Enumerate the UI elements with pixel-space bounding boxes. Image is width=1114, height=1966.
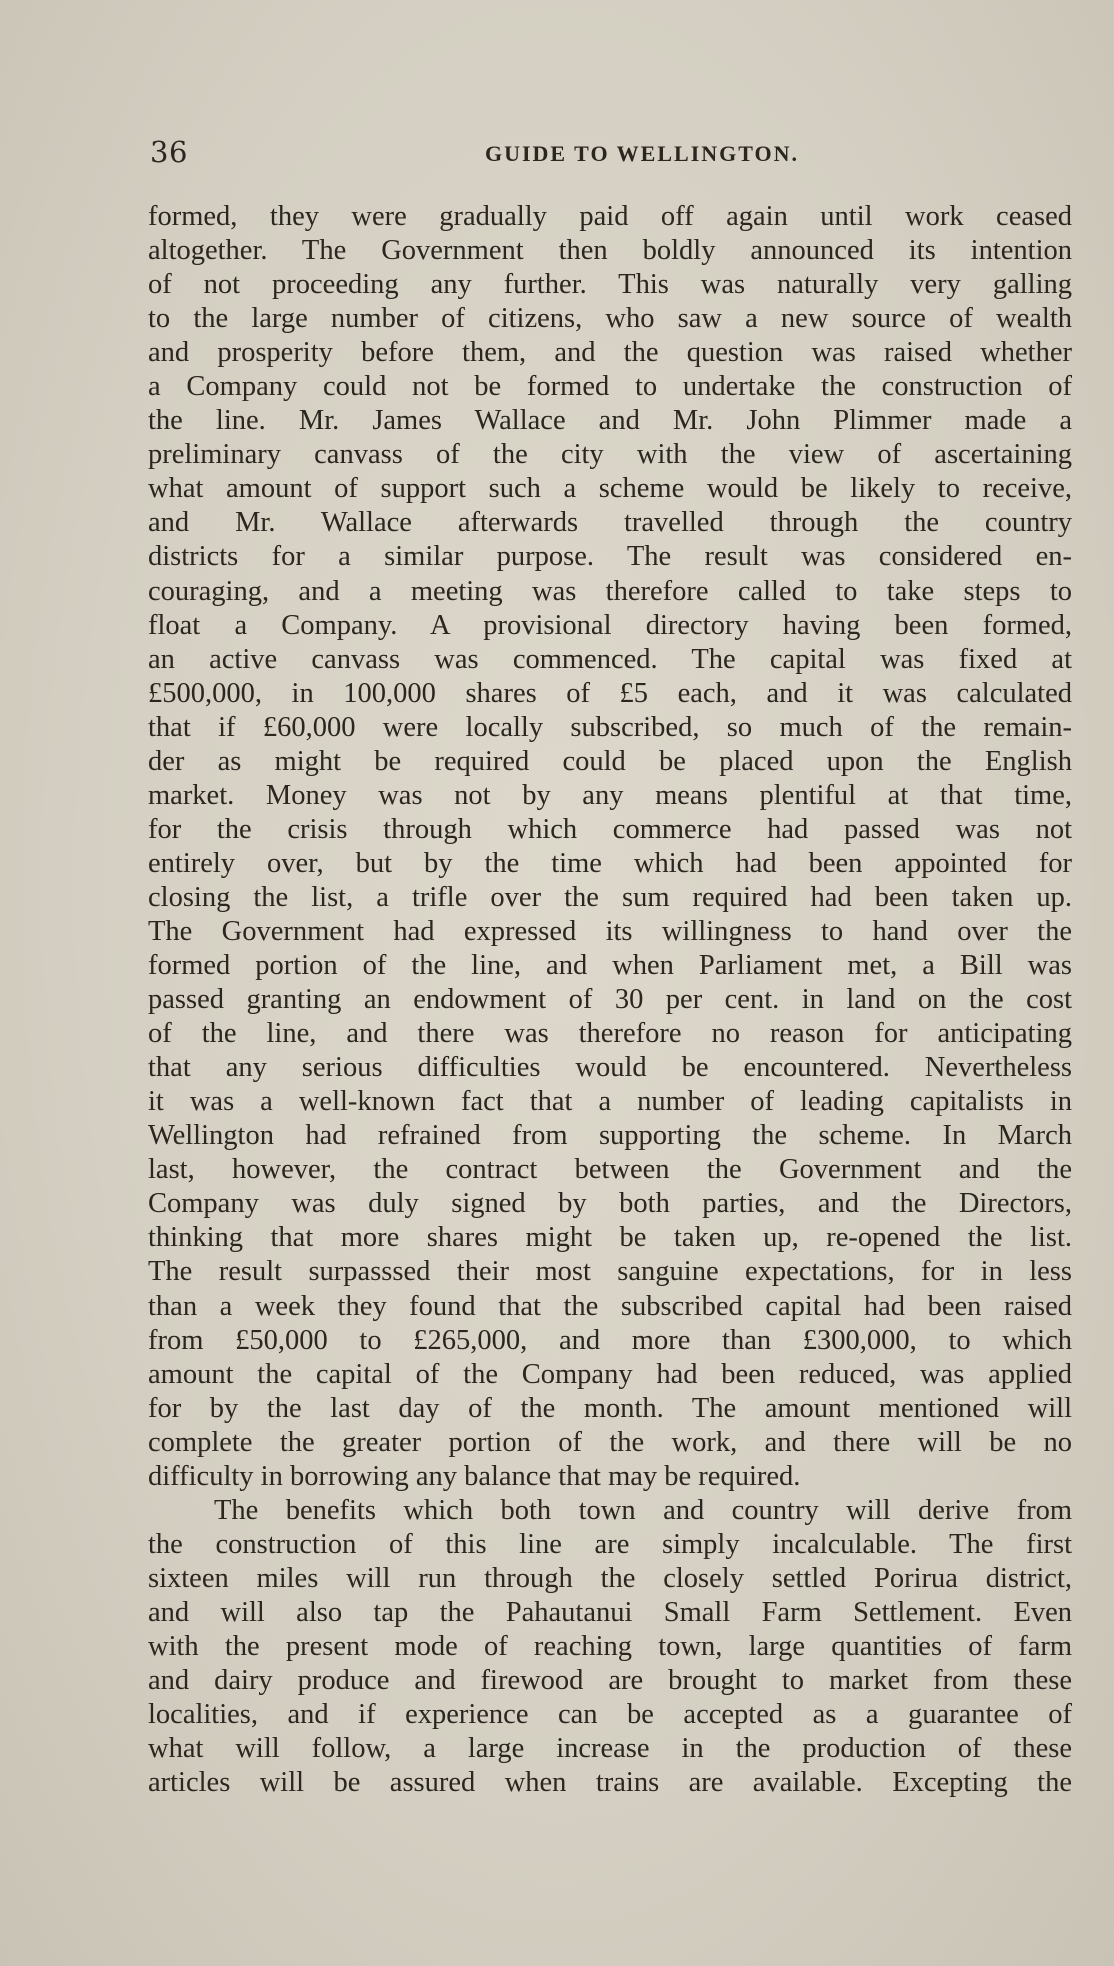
running-head — [150, 132, 1074, 172]
text-line: formed, they were gradually paid off again until work ceased — [148, 201, 1072, 232]
text-line: amount the capital of the Company had been reduced, was applied — [148, 1358, 1072, 1390]
page-number: 36 — [150, 135, 188, 169]
text-line: a Company could not be formed to undertake the construction of — [148, 371, 1072, 403]
text-line: and prosperity before them, and the question was raised whether — [148, 337, 1072, 369]
text-line: formed portion of the line, and when Parliament met, a Bill was — [148, 950, 1072, 982]
text-line: altogether. The Government then boldly announced its intention — [148, 235, 1072, 267]
text-line: articles will be assured when trains are available. Excepting the — [148, 1767, 1072, 1799]
text-line: localities, and if experience can be accepted as a guarantee of — [148, 1699, 1072, 1731]
text-line: The result surpasssed their most sanguine expectations, for in less — [148, 1256, 1072, 1288]
text-line: complete the greater portion of the work, and there will be no — [148, 1426, 1072, 1458]
text-line: difficulty in borrowing any balance that may be required. — [148, 1460, 801, 1492]
text-line: that if £60,000 were locally subscribed, so much of the remain- — [148, 711, 1072, 743]
text-line: Company was duly signed by both parties, and the Directors, — [148, 1188, 1072, 1220]
text-line: districts for a similar purpose. The result was considered en- — [148, 541, 1072, 573]
running-title: GUIDE TO WELLINGTON. — [484, 141, 800, 166]
text-line: der as might be required could be placed upon the English — [148, 745, 1072, 777]
text-line: what amount of support such a scheme would be likely to receive, — [148, 473, 1072, 505]
text-line: float a Company. A provisional directory having been formed, — [148, 609, 1072, 641]
text-line: The benefits which both town and country will derive from — [214, 1494, 1072, 1526]
text-line: thinking that more shares might be taken up, re-opened the list. — [148, 1222, 1072, 1254]
text-line: for by the last day of the month. The amount mentioned will — [148, 1392, 1072, 1424]
text-line: and will also tap the Pahautanui Small Farm Settlement. Even — [148, 1596, 1072, 1628]
text-line: of not proceeding any further. This was naturally very galling — [148, 269, 1072, 301]
text-line: with the present mode of reaching town, large quantities of farm — [148, 1630, 1072, 1662]
text-line: than a week they found that the subscribed capital had been raised — [148, 1290, 1072, 1322]
text-line: for the crisis through which commerce had passed was not — [148, 813, 1072, 845]
text-line: of the line, and there was therefore no reason for anticipating — [148, 1018, 1072, 1050]
text-line: entirely over, but by the time which had been appointed for — [148, 847, 1072, 879]
text-line: from £50,000 to £265,000, and more than £300,000, to which — [148, 1324, 1072, 1356]
text-line: £500,000, in 100,000 shares of £5 each, and it was calculated — [148, 677, 1072, 709]
text-line: couraging, and a meeting was therefore called to take steps to — [148, 575, 1072, 607]
text-line: preliminary canvass of the city with the view of ascertaining — [148, 439, 1072, 471]
text-line: that any serious difficulties would be encountered. Nevertheless — [148, 1052, 1072, 1084]
text-line: what will follow, a large increase in the production of these — [148, 1733, 1072, 1765]
body-text — [148, 200, 1072, 1800]
text-line: last, however, the contract between the Government and the — [148, 1154, 1072, 1186]
text-line: sixteen miles will run through the closely settled Porirua district, — [148, 1562, 1072, 1594]
text-line: the construction of this line are simply incalculable. The first — [148, 1528, 1072, 1560]
text-line: to the large number of citizens, who saw a new source of wealth — [148, 303, 1072, 335]
text-line: it was a well-known fact that a number of leading capitalists in — [148, 1086, 1072, 1118]
text-line: Wellington had refrained from supporting the scheme. In March — [148, 1120, 1072, 1152]
text-line: and dairy produce and firewood are brought to market from these — [148, 1665, 1072, 1697]
text-line: the line. Mr. James Wallace and Mr. John Plimmer made a — [148, 405, 1072, 437]
text-line: closing the list, a trifle over the sum required had been taken up. — [148, 881, 1072, 913]
text-line: an active canvass was commenced. The capital was fixed at — [148, 643, 1072, 675]
text-line: market. Money was not by any means plentiful at that time, — [148, 779, 1072, 811]
text-line: The Government had expressed its willingness to hand over the — [148, 915, 1072, 947]
text-line: passed granting an endowment of 30 per cent. in land on the cost — [148, 984, 1072, 1016]
text-line: and Mr. Wallace afterwards travelled through the country — [148, 507, 1072, 539]
